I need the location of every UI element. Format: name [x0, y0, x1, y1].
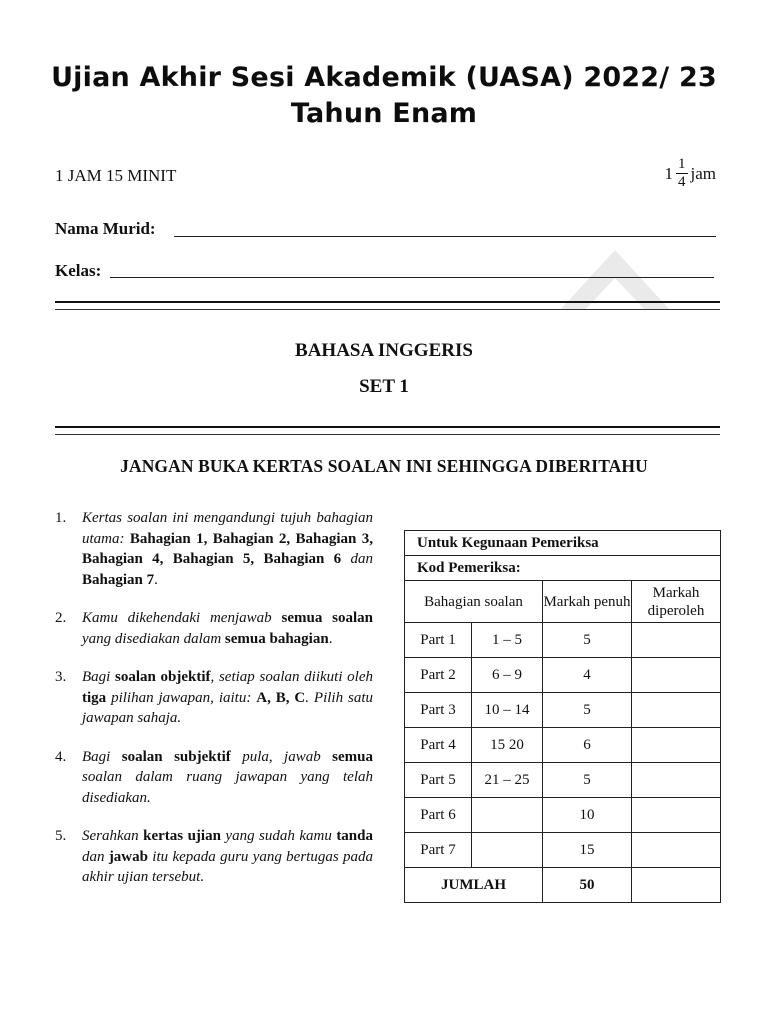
- instruction-text: A, B, C: [256, 689, 306, 706]
- instruction-text: .: [154, 571, 158, 588]
- instruction-number: 2.: [55, 610, 67, 626]
- exam-subtitle: Tahun Enam: [290, 98, 478, 129]
- part-cell: Part 3: [405, 693, 472, 728]
- instructions-list: [55, 508, 373, 906]
- name-label: Nama Murid:: [55, 219, 156, 238]
- part-cell: Part 5: [405, 763, 472, 798]
- obtained-marks-cell[interactable]: [632, 658, 721, 693]
- part-cell: Part 1: [405, 623, 472, 658]
- instruction-text: Kertas soalan ini mengandungi tujuh bahagian utama:: [82, 510, 373, 547]
- instruction-text: dan: [82, 848, 109, 865]
- instruction-item: [55, 667, 373, 729]
- col-header-section: Bahagian soalan: [405, 581, 543, 623]
- table-row: [405, 728, 721, 763]
- instruction-text: Bagi: [82, 669, 116, 685]
- instruction-text: jawab: [108, 848, 153, 865]
- total-value: 50: [543, 868, 632, 903]
- instruction-text: pula, jawab: [242, 748, 333, 765]
- set-label: SET 1: [359, 376, 409, 397]
- instruction-text: pilihan jawapan, iaitu:: [111, 689, 257, 706]
- full-marks-cell: 4: [543, 658, 632, 693]
- instruction-text: semua soalan: [281, 610, 373, 626]
- questions-cell: 21 – 25: [472, 763, 543, 798]
- watermark-logo: [540, 240, 690, 320]
- col-header-obtained: Markah diperoleh: [632, 581, 721, 623]
- name-field-line[interactable]: [174, 236, 716, 237]
- instruction-text: tanda: [336, 828, 373, 844]
- table-row: [405, 763, 721, 798]
- warning-notice: JANGAN BUKA KERTAS SOALAN INI SEHINGGA DIBERITAHU: [120, 456, 648, 476]
- examiner-table: [404, 530, 721, 903]
- questions-cell: 10 – 14: [472, 693, 543, 728]
- obtained-marks-cell[interactable]: [632, 728, 721, 763]
- exam-title: Ujian Akhir Sesi Akademik (UASA) 2022/ 23: [51, 62, 717, 93]
- full-marks-cell: 10: [543, 798, 632, 833]
- instruction-text: soalan objektif: [115, 669, 211, 685]
- table-row: [405, 693, 721, 728]
- instruction-text: yang disediakan dalam: [82, 630, 225, 647]
- questions-cell: 6 – 9: [472, 658, 543, 693]
- instruction-number: 4.: [55, 748, 67, 765]
- col-header-full-marks: Markah penuh: [543, 581, 632, 623]
- instruction-text: kertas ujian: [143, 828, 226, 844]
- divider: [55, 426, 720, 428]
- instruction-text: Serahkan: [82, 828, 144, 844]
- instruction-text: . Pilih satu jawapan sahaja.: [82, 689, 373, 726]
- total-obtained-cell[interactable]: [632, 868, 721, 903]
- obtained-marks-cell[interactable]: [632, 798, 721, 833]
- full-marks-cell: 6: [543, 728, 632, 763]
- full-marks-cell: 15: [543, 833, 632, 868]
- instruction-text: semua: [332, 748, 373, 765]
- questions-cell: 15 20: [472, 728, 543, 763]
- table-row: [405, 798, 721, 833]
- instruction-text: Kamu dikehendaki menjawab: [82, 610, 282, 626]
- duration-whole: 1: [664, 163, 673, 183]
- part-cell: Part 6: [405, 798, 472, 833]
- instruction-number: 1.: [55, 510, 67, 526]
- duration-unit: jam: [690, 163, 716, 183]
- obtained-marks-cell[interactable]: [632, 763, 721, 798]
- divider: [55, 309, 720, 310]
- instruction-text: itu kepada guru yang bertugas pada akhir ujian tersebut.: [82, 848, 373, 885]
- duration-text: 1 JAM 15 MINIT: [55, 166, 177, 185]
- fraction: [676, 157, 688, 190]
- questions-cell: [472, 833, 543, 868]
- part-cell: Part 7: [405, 833, 472, 868]
- instruction-text: soalan dalam ruang jawapan yang telah disediakan.: [82, 769, 373, 806]
- obtained-marks-cell[interactable]: [632, 693, 721, 728]
- table-row: [405, 658, 721, 693]
- instruction-text: Bagi: [82, 748, 122, 765]
- table-row: [405, 623, 721, 658]
- instruction-item: [55, 508, 373, 590]
- instruction-text: Bahagian 7: [82, 571, 155, 588]
- obtained-marks-cell[interactable]: [632, 833, 721, 868]
- instruction-text: .: [328, 630, 333, 647]
- total-label: JUMLAH: [405, 868, 543, 903]
- subject-title: BAHASA INGGERIS: [295, 340, 473, 361]
- divider: [55, 301, 720, 303]
- part-cell: Part 4: [405, 728, 472, 763]
- class-field-line[interactable]: [110, 277, 714, 278]
- examiner-code-label: Kod Pemeriksa:: [405, 556, 721, 581]
- instruction-text: semua bahagian: [224, 630, 329, 647]
- instruction-text: Bahagian 1, Bahagian 2, Bahagian 3, Bahagian 4, Bahagian 5, Bahagian 6: [82, 530, 373, 567]
- instruction-number: 5.: [55, 828, 67, 844]
- full-marks-cell: 5: [543, 763, 632, 798]
- divider: [55, 434, 720, 435]
- instruction-item: [55, 608, 373, 649]
- instruction-text: yang sudah kamu: [225, 828, 337, 844]
- part-cell: Part 2: [405, 658, 472, 693]
- instruction-text: tiga: [82, 689, 112, 706]
- full-marks-cell: 5: [543, 623, 632, 658]
- instruction-item: [55, 826, 373, 888]
- duration-fraction: [665, 157, 717, 190]
- fraction-numerator: 1: [678, 156, 686, 172]
- fraction-denominator: 4: [678, 174, 686, 190]
- questions-cell: [472, 798, 543, 833]
- obtained-marks-cell[interactable]: [632, 623, 721, 658]
- instruction-text: , setiap soalan diikuti oleh: [210, 669, 373, 685]
- instruction-text: soalan subjektif: [121, 748, 243, 765]
- instruction-text: dan: [350, 551, 373, 567]
- examiner-table-title: Untuk Kegunaan Pemeriksa: [405, 531, 721, 556]
- instruction-item: [55, 747, 373, 809]
- table-row: [405, 833, 721, 868]
- class-label: Kelas:: [55, 261, 102, 280]
- instruction-number: 3.: [55, 669, 67, 685]
- questions-cell: 1 – 5: [472, 623, 543, 658]
- full-marks-cell: 5: [543, 693, 632, 728]
